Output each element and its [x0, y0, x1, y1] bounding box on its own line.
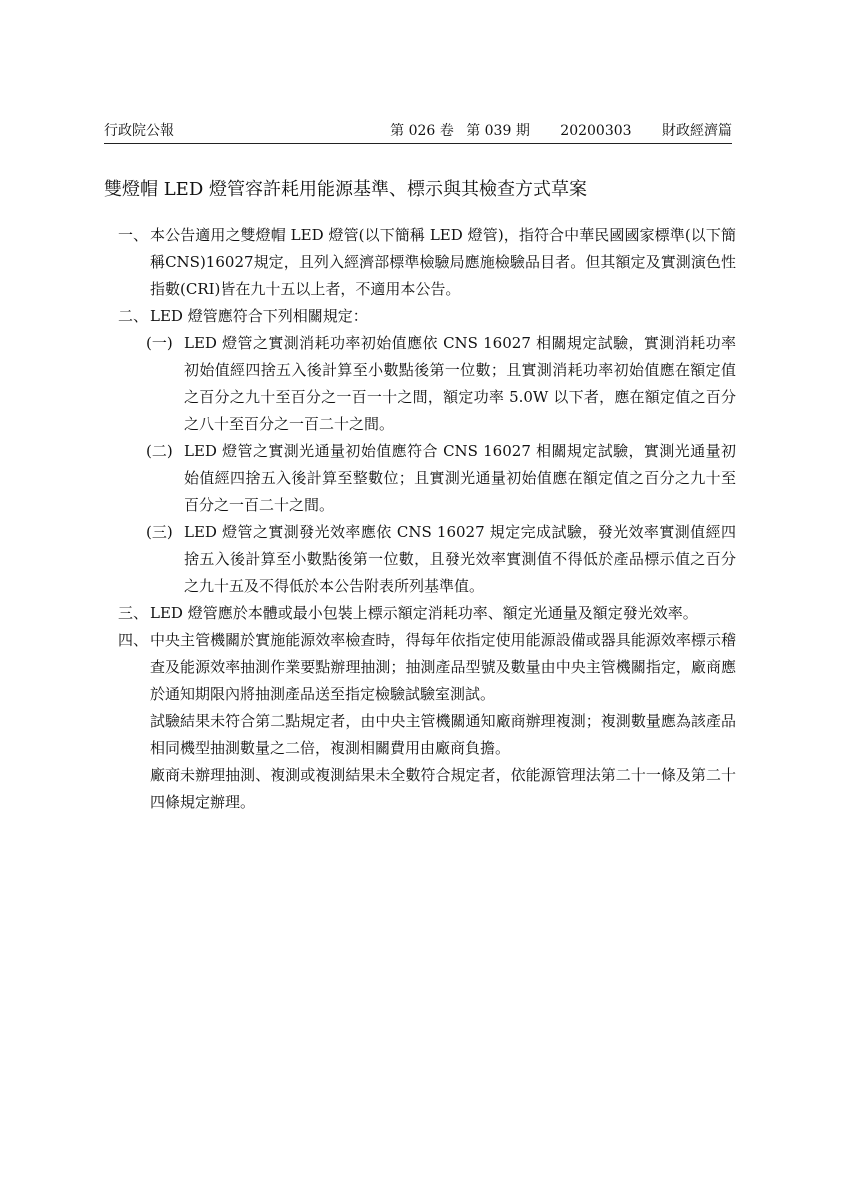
clause-marker: 四、 — [117, 631, 148, 649]
clause-paragraph: 廠商未辦理抽測、複測或複測結果未全數符合規定者，依能源管理法第二十一條及第二十四條規定辦理。 — [150, 766, 736, 811]
clause-4 — [104, 627, 736, 816]
subclause-text: LED 燈管之實測消耗功率初始值應依 CNS 16027 相關規定試驗，實測消耗功率初始值經四捨五入後計算至小數點後第一位數；且實測消耗功率初始值應在額定值之百分之九十至百分之一百一十之間，額定功率 5.0W 以下者，應在額定值之百分之八十至百分之一百二十之間。 — [184, 334, 736, 433]
clause-marker: 一、 — [117, 226, 148, 244]
clause-2 — [104, 303, 736, 600]
subclause-text: LED 燈管之實測發光效率應依 CNS 16027 規定完成試驗，發光效率實測值經四捨五入後計算至小數點後第一位數，且發光效率實測值不得低於產品標示值之百分之九十五及不得低於本公告附表所列基準值。 — [184, 523, 736, 595]
issue-number: 第 039 期 — [466, 123, 530, 139]
clause-1 — [104, 222, 736, 303]
subclause-text: LED 燈管之實測光通量初始值應符合 CNS 16027 相關規定試驗，實測光通量初始值經四捨五入後計算至整數位；且實測光通量初始值應在額定值之百分之九十至百分之一百二十之間。 — [184, 442, 736, 514]
publication-name: 行政院公報 — [104, 123, 174, 139]
subclause-marker: (二) — [146, 442, 173, 460]
subclause-3 — [146, 519, 736, 600]
clause-paragraph: 試驗結果未符合第二點規定者，由中央主管機關通知廠商辦理複測；複測數量應為該產品相同機型抽測數量之二倍，複測相關費用由廠商負擔。 — [150, 712, 736, 757]
subclause-1 — [146, 330, 736, 438]
issue-date: 20200303 — [560, 123, 632, 139]
document-body — [104, 222, 736, 816]
section-name: 財政經濟篇 — [662, 123, 732, 139]
clause-marker: 三、 — [117, 604, 148, 622]
page-header — [104, 121, 732, 144]
clause-3 — [104, 600, 736, 627]
clause-marker: 二、 — [117, 307, 148, 325]
issue-info — [382, 121, 732, 141]
clause-text: 中央主管機關於實施能源效率檢查時，得每年依指定使用能源設備或器具能源效率標示稽查及能源效率抽測作業要點辦理抽測；抽測產品型號及數量由中央主管機關指定，廠商應於通知期限內將抽測產品送至指定檢驗試驗室測試。 — [150, 631, 736, 703]
subclause-marker: (一) — [146, 334, 173, 352]
subclause-marker: (三) — [146, 523, 173, 541]
clause-text: 本公告適用之雙燈帽 LED 燈管(以下簡稱 LED 燈管)，指符合中華民國國家標準(以下簡稱CNS)16027規定，且列入經濟部標準檢驗局應施檢驗品目者。但其額定及實測演色性指數(CRI)皆在九十五以上者，不適用本公告。 — [150, 226, 736, 298]
document-title: 雙燈帽 LED 燈管容許耗用能源基準、標示與其檢查方式草案 — [104, 179, 587, 200]
volume-number: 第 026 卷 — [390, 123, 454, 139]
subclause-2 — [146, 438, 736, 519]
clause-text: LED 燈管應符合下列相關規定： — [150, 307, 368, 325]
clause-text: LED 燈管應於本體或最小包裝上標示額定消耗功率、額定光通量及額定發光效率。 — [150, 604, 698, 622]
